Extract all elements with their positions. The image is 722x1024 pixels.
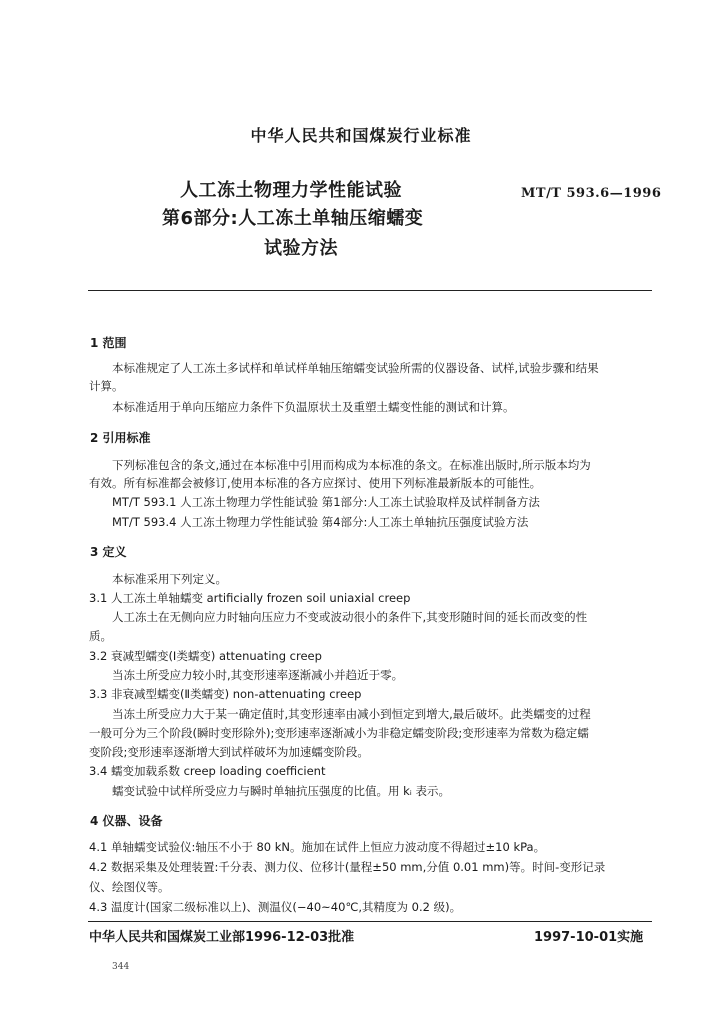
implementation-date: 1997-10-01实施	[534, 930, 644, 945]
title-line-1: 人工冻土物理力学性能试验	[180, 180, 402, 201]
definition-3-1-text-b: 质。	[89, 629, 112, 643]
section-1-para-2: 本标准适用于单向压缩应力条件下负温原状土及重塑土蠕变性能的测试和计算。	[112, 400, 515, 414]
title-line-2: 第6部分:人工冻土单轴压缩蠕变	[162, 208, 424, 229]
definition-3-3-text-b: 一般可分为三个阶段(瞬时变形除外);变形速率逐渐减小为非稳定蠕变阶段;变形速率为常数为稳定蠕	[89, 726, 589, 740]
item-4-2a: 4.2 数据采集及处理装置:千分表、测力仪、位移计(量程±50 mm,分值 0.01 mm)等。时间-变形记录	[89, 860, 606, 874]
section-3-heading: 3 定义	[90, 545, 127, 559]
definition-3-3-text-c: 变阶段;变形速率逐渐增大到试样破坏为加速蠕变阶段。	[89, 745, 369, 759]
standard-number: MT/T 593.6—1996	[521, 186, 662, 201]
definition-3-3-text-a: 当冻土所受应力大于某一确定值时,其变形速率由减小到恒定到增大,最后破坏。此类蠕变的过程	[112, 707, 591, 721]
section-4-heading: 4 仪器、设备	[90, 814, 163, 828]
item-4-2b: 仪、绘图仪等。	[89, 880, 170, 894]
page-number: 344	[112, 962, 130, 972]
title-line-3: 试验方法	[264, 238, 338, 259]
section-1-heading: 1 范围	[90, 336, 127, 350]
approval-line: 中华人民共和国煤炭工业部1996-12-03批准	[89, 930, 355, 945]
section-2-para-1b: 有效。所有标准都会被修订,使用本标准的各方应探讨、使用下列标准最新版本的可能性。	[89, 476, 542, 490]
item-4-1: 4.1 单轴蠕变试验仪:轴压不小于 80 kN。施加在试件上恒应力波动度不得超过±10 kPa。	[89, 840, 546, 854]
definition-3-1-text-a: 人工冻土在无侧向应力时轴向压应力不变或波动很小的条件下,其变形随时间的延长而改变的性	[112, 610, 588, 624]
definition-3-4-title: 3.4 蠕变加载系数 creep loading coefficient	[89, 764, 326, 778]
top-divider	[88, 290, 652, 291]
reference-1: MT/T 593.1 人工冻土物理力学性能试验 第1部分:人工冻土试验取样及试样制备方法	[112, 495, 540, 509]
reference-2: MT/T 593.4 人工冻土物理力学性能试验 第4部分:人工冻土单轴抗压强度试验方法	[112, 515, 529, 529]
definition-3-3-title: 3.3 非衰减型蠕变(Ⅱ类蠕变) non-attenuating creep	[89, 687, 362, 701]
definition-3-4-text: 蠕变试验中试样所受应力与瞬时单轴抗压强度的比值。用 kᵢ 表示。	[112, 784, 451, 798]
section-3-intro: 本标准采用下列定义。	[112, 572, 227, 586]
section-2-para-1a: 下列标准包含的条文,通过在本标准中引用而构成为本标准的条文。在标准出版时,所示版本均为	[112, 458, 591, 472]
section-2-heading: 2 引用标准	[90, 431, 151, 445]
definition-3-2-title: 3.2 衰减型蠕变(Ⅰ类蠕变) attenuating creep	[89, 649, 322, 663]
definition-3-1-title: 3.1 人工冻土单轴蠕变 artificially frozen soil uniaxial creep	[89, 591, 411, 605]
definition-3-2-text: 当冻土所受应力较小时,其变形速率逐渐减小并趋近于零。	[112, 668, 404, 682]
section-1-para-1b: 计算。	[89, 379, 124, 393]
issuing-body: 中华人民共和国煤炭行业标准	[250, 126, 472, 145]
section-1-para-1a: 本标准规定了人工冻土多试样和单试样单轴压缩蠕变试验所需的仪器设备、试样,试验步骤和结果	[112, 361, 599, 375]
item-4-3: 4.3 温度计(国家二级标准以上)、测温仪(−40~40℃,其精度为 0.2 级)。	[89, 900, 462, 914]
bottom-divider	[88, 921, 652, 922]
